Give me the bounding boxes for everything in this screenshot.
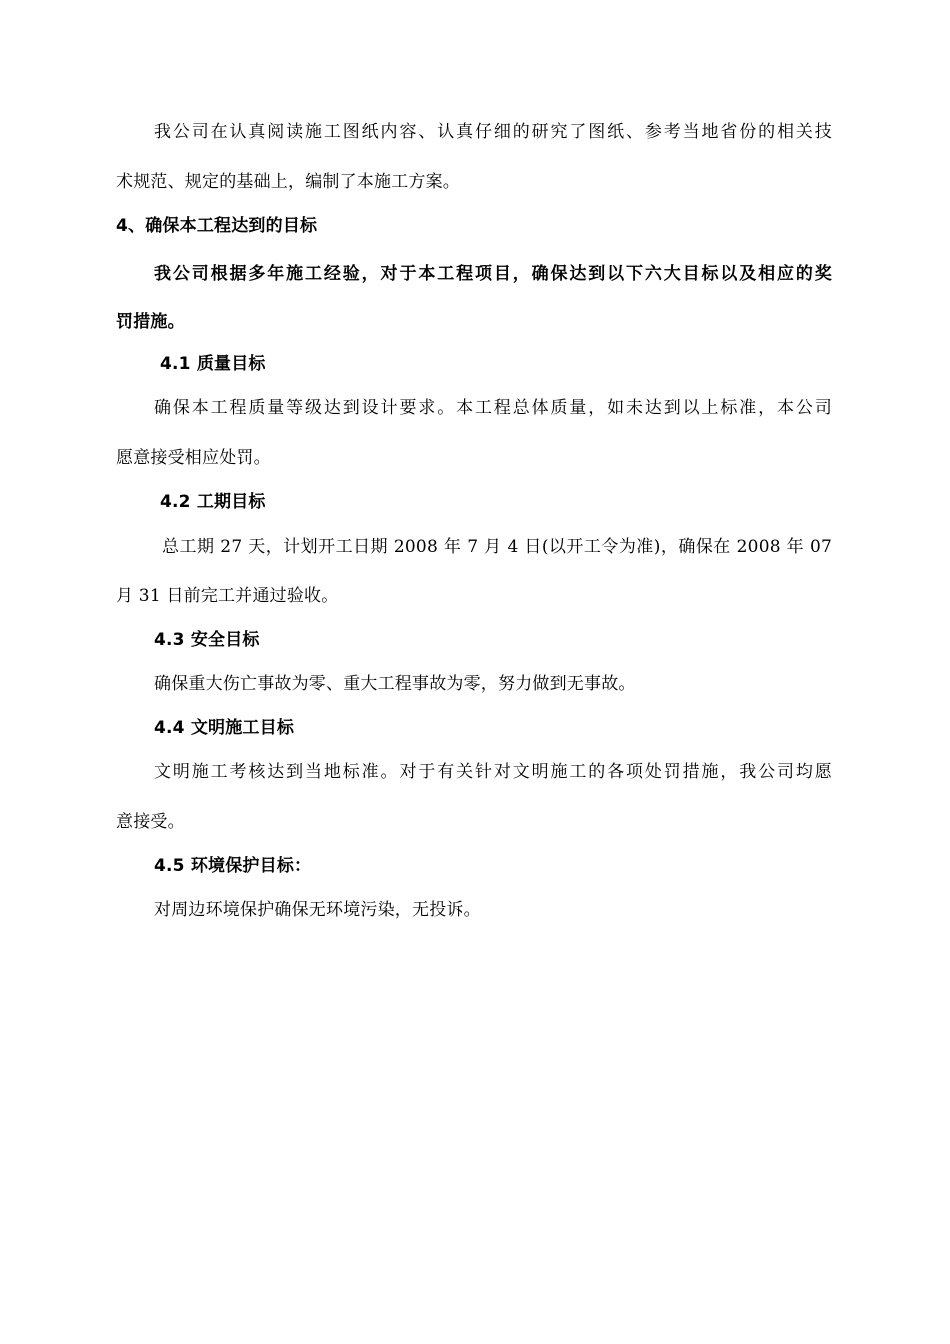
- section-4-4-heading: 4.4 文明施工目标: [154, 718, 295, 738]
- section-4-5-heading: 4.5 环境保护目标：: [154, 856, 312, 876]
- section-4-4-line-1: 文明施工考核达到当地标准。对于有关针对文明施工的各项处罚措施，我公司均愿: [154, 762, 832, 782]
- intro-line-2: 术规范、规定的基础上，编制了本施工方案。: [116, 172, 460, 192]
- section-4-3-line-1: 确保重大伤亡事故为零、重大工程事故为零，努力做到无事故。: [154, 674, 636, 694]
- section-4-1-line-2: 愿意接受相应处罚。: [116, 448, 271, 468]
- section-4-5-line-1: 对周边环境保护确保无环境污染，无投诉。: [154, 900, 481, 920]
- section-4-2-heading: 4.2 工期目标: [160, 492, 266, 512]
- section-4-3-heading: 4.3 安全目标: [154, 630, 260, 650]
- section-4-1-heading: 4.1 质量目标: [160, 354, 266, 374]
- intro-line-1: 我公司在认真阅读施工图纸内容、认真仔细的研究了图纸、参考当地省份的相关技: [154, 122, 832, 142]
- section-4-2-line-2: 月 31 日前完工并通过验收。: [116, 586, 339, 606]
- section-4-1-line-1: 确保本工程质量等级达到设计要求。本工程总体质量，如未达到以上标准，本公司: [154, 398, 832, 418]
- section-4-heading: 4、确保本工程达到的目标: [116, 216, 318, 236]
- section-4-2-line-1: 总工期 27 天，计划开工日期 2008 年 7 月 4 日(以开工令为准)，确保在 2008 年 07: [162, 537, 832, 557]
- section-4-4-line-2: 意接受。: [116, 812, 185, 832]
- section-4-lead-line-1: 我公司根据多年施工经验，对于本工程项目，确保达到以下六大目标以及相应的奖: [154, 264, 832, 284]
- section-4-lead-line-2: 罚措施。: [116, 312, 185, 332]
